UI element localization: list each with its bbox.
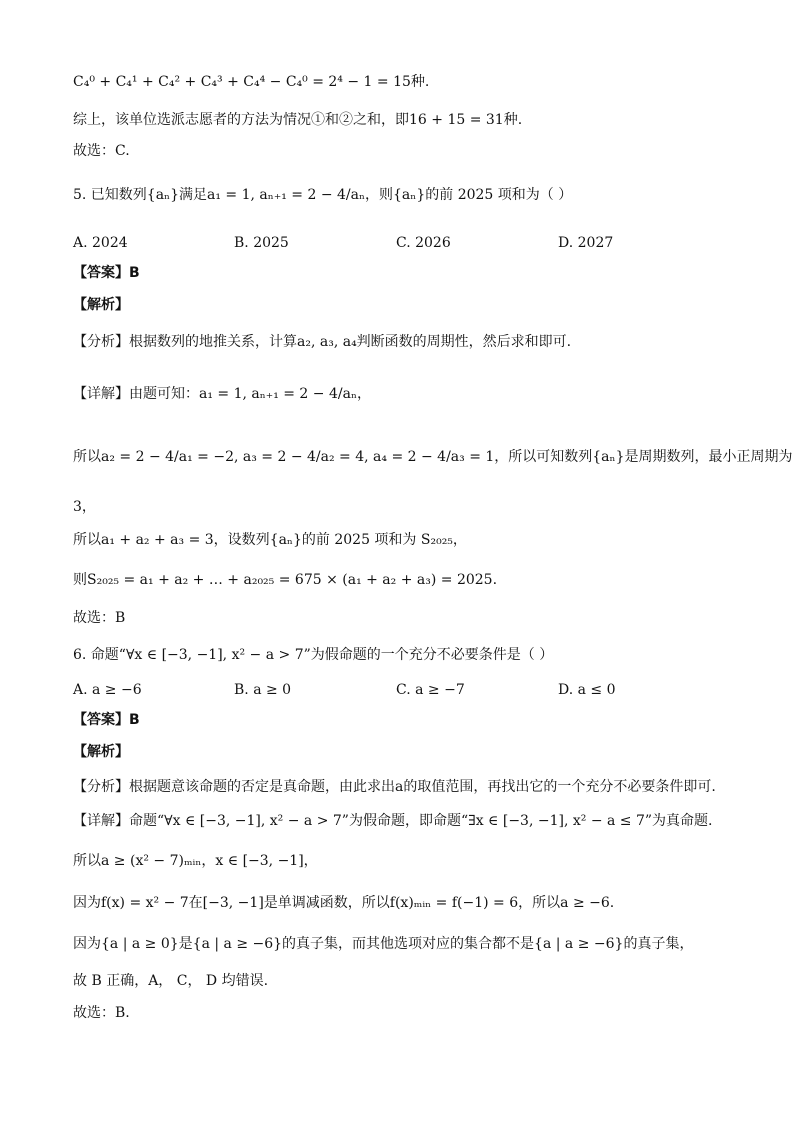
q6-analysis-line: 【分析】根据题意该命题的否定是真命题，由此求出a的取值范围，再找出它的一个充分不必要条件即可. bbox=[73, 779, 716, 795]
q5-choice-line: 故选：B bbox=[73, 610, 126, 626]
q6-conclusion-line: 故 B 正确，A， C， D 均错误. bbox=[73, 973, 269, 989]
q6-option-a: A. a ≥ −6 bbox=[73, 682, 142, 698]
q6-subset-line: 因为{a | a ≥ 0}是{a | a ≥ −6}的真子集，而其他选项对应的集合都不是{a | a ≥ −6}的真子集， bbox=[73, 936, 694, 952]
q5-detail-line: 【详解】由题可知：a₁ = 1, aₙ₊₁ = 2 − 4/aₙ， bbox=[73, 386, 371, 402]
q5-option-b: B. 2025 bbox=[234, 235, 289, 251]
summary-line: 综上，该单位选派志愿者的方法为情况①和②之和，即16 + 15 = 31种. bbox=[73, 112, 523, 128]
q6-option-d: D. a ≤ 0 bbox=[558, 682, 616, 698]
q5-sum-three-line: 所以a₁ + a₂ + a₃ = 3，设数列{aₙ}的前 2025 项和为 S₂₀₂₅， bbox=[73, 532, 467, 548]
q5-computation-line: 所以a₂ = 2 − 4/a₁ = −2, a₃ = 2 − 4/a₂ = 4, a₄ = 2 − 4/a₃ = 1，所以可知数列{aₙ}是周期数列，最小正周期为 bbox=[73, 449, 793, 465]
q5-option-c: C. 2026 bbox=[396, 235, 451, 251]
q5-analysis-heading: 【解析】 bbox=[73, 297, 129, 313]
q6-analysis-heading: 【解析】 bbox=[73, 744, 129, 760]
q5-option-d: D. 2027 bbox=[558, 235, 614, 251]
q6-choice-line: 故选：B. bbox=[73, 1005, 130, 1021]
q5-option-a: A. 2024 bbox=[73, 235, 128, 251]
q6-inequality-line: 所以a ≥ (x² − 7)ₘᵢₙ，x ∈ [−3, −1]， bbox=[73, 853, 318, 869]
q6-option-b: B. a ≥ 0 bbox=[234, 682, 292, 698]
q6-answer-label: 【答案】B bbox=[73, 712, 140, 728]
q6-option-c: C. a ≥ −7 bbox=[396, 682, 465, 698]
q5-answer-label: 【答案】B bbox=[73, 265, 140, 281]
q5-period-line: 3， bbox=[73, 499, 96, 515]
question-5-stem: 5. 已知数列{aₙ}满足a₁ = 1, aₙ₊₁ = 2 − 4/aₙ，则{aₙ}的前 2025 项和为（ ） bbox=[73, 187, 573, 203]
q6-function-line: 因为f(x) = x² − 7在[−3, −1]是单调减函数，所以f(x)ₘᵢₙ = f(−1) = 6，所以a ≥ −6. bbox=[73, 895, 615, 911]
q5-analysis-line: 【分析】根据数列的地推关系，计算a₂, a₃, a₄判断函数的周期性，然后求和即可. bbox=[73, 334, 572, 350]
question-6-stem: 6. 命题“∀x ∈ [−3, −1], x² − a > 7”为假命题的一个充分不必要条件是（ ） bbox=[73, 647, 554, 663]
q5-total-sum-line: 则S₂₀₂₅ = a₁ + a₂ + … + a₂₀₂₅ = 675 × (a₁ + a₂ + a₃) = 2025. bbox=[73, 572, 498, 588]
combination-sum-line: C₄⁰ + C₄¹ + C₄² + C₄³ + C₄⁴ − C₄⁰ = 2⁴ − 1 = 15种. bbox=[73, 74, 430, 90]
answer-choice-line: 故选：C. bbox=[73, 143, 130, 159]
q6-detail-line: 【详解】命题“∀x ∈ [−3, −1], x² − a > 7”为假命题，即命题“∃x ∈ [−3, −1], x² − a ≤ 7”为真命题. bbox=[73, 813, 713, 829]
